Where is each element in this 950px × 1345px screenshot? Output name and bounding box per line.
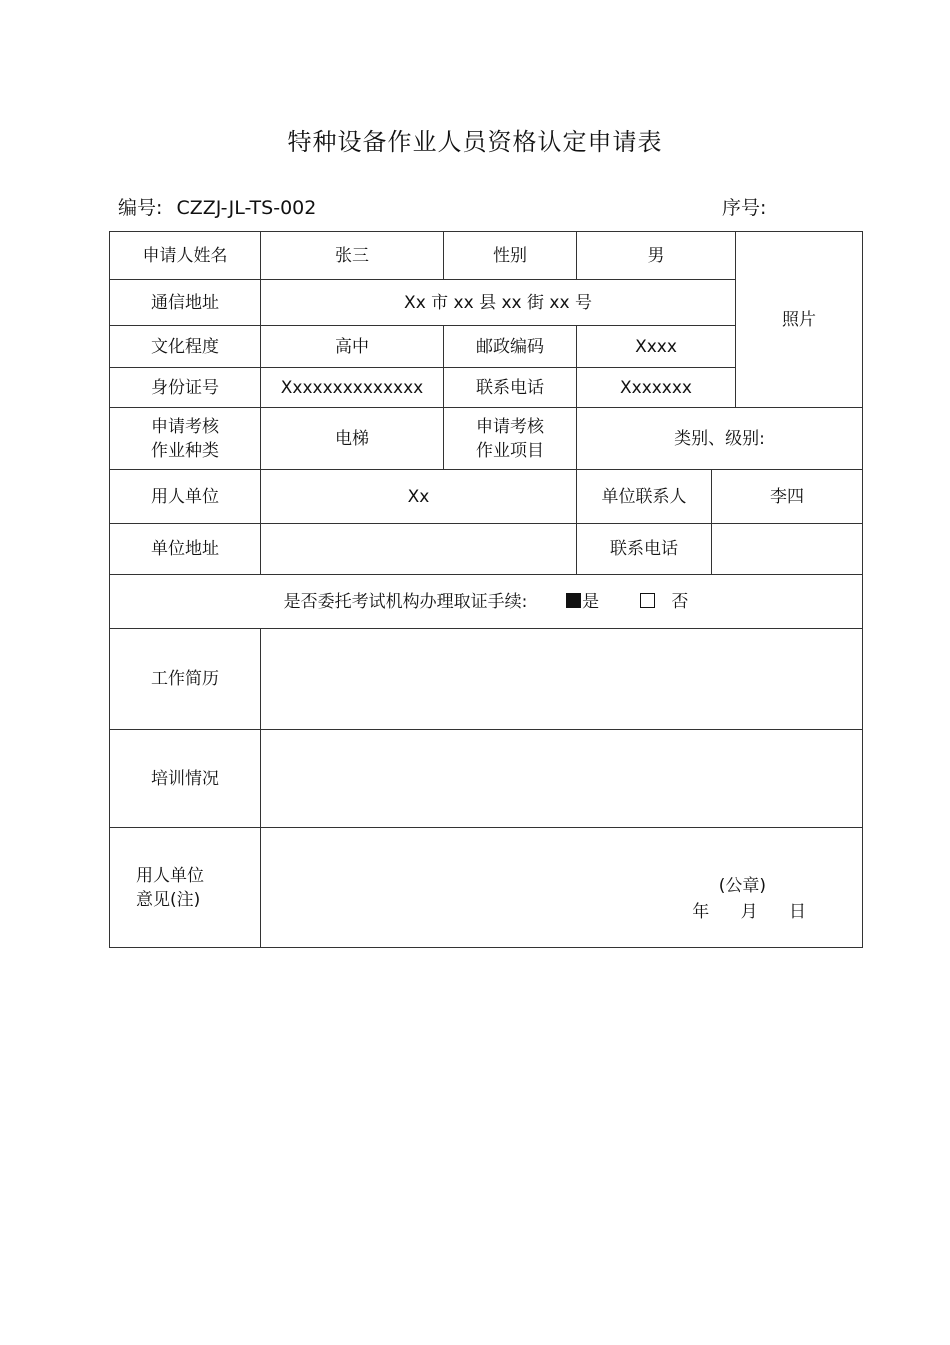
delegate-row <box>110 575 863 629</box>
seal-label: (公章) <box>718 876 766 896</box>
gender-label: 性别 <box>444 232 577 280</box>
training-label: 培训情况 <box>110 730 261 828</box>
work-item-label <box>444 408 577 470</box>
employer-label: 用人单位 <box>110 470 261 524</box>
serial-label: 序号: <box>722 197 767 219</box>
number-field <box>118 193 316 220</box>
number-value: CZZJ-JL-TS-002 <box>176 197 317 219</box>
gender-value: 男 <box>577 232 736 280</box>
address-label: 通信地址 <box>110 280 261 326</box>
employer-phone-value <box>712 524 863 575</box>
employer-opinion-label-line-2: 意见(注) <box>136 889 201 910</box>
work-type-label-line-1: 申请考核 <box>151 416 219 437</box>
employer-value: Xx <box>261 470 577 524</box>
work-type-label-line-2: 作业种类 <box>151 440 219 461</box>
training-value <box>261 730 863 828</box>
document-title: 特种设备作业人员资格认定申请表 <box>287 128 663 156</box>
postcode-label: 邮政编码 <box>444 326 577 368</box>
education-value: 高中 <box>261 326 444 368</box>
employer-address-label: 单位地址 <box>110 524 261 575</box>
id-number-label: 身份证号 <box>110 368 261 408</box>
date-label: 年 月 日 <box>692 902 806 922</box>
delegate-question: 是否委托考试机构办理取证手续: <box>283 591 528 612</box>
work-type-value: 电梯 <box>261 408 444 470</box>
applicant-name-label: 申请人姓名 <box>110 232 261 280</box>
employer-address-value <box>261 524 577 575</box>
delegate-yes-label: 是 <box>582 591 600 612</box>
education-label: 文化程度 <box>110 326 261 368</box>
work-item-label-line-1: 申请考核 <box>476 416 544 437</box>
delegate-yes-checkbox[interactable] <box>566 593 581 608</box>
contact-person-value: 李四 <box>712 470 863 524</box>
delegate-no-label: 否 <box>671 591 689 612</box>
serial-field <box>722 193 766 220</box>
work-type-label <box>110 408 261 470</box>
category-level-field: 类别、级别: <box>577 408 863 470</box>
work-resume-value <box>261 629 863 730</box>
id-number-value: Xxxxxxxxxxxxxx <box>261 368 444 408</box>
contact-person-label: 单位联系人 <box>577 470 712 524</box>
application-form-table <box>109 231 863 948</box>
seal-area <box>261 828 862 947</box>
phone-label: 联系电话 <box>444 368 577 408</box>
employer-phone-label: 联系电话 <box>577 524 712 575</box>
delegate-no-checkbox[interactable] <box>640 593 655 608</box>
employer-opinion-label-line-1: 用人单位 <box>136 865 204 886</box>
employer-opinion-value <box>261 828 863 948</box>
number-label: 编号: <box>118 197 163 219</box>
phone-value: Xxxxxxx <box>577 368 736 408</box>
postcode-value: Xxxx <box>577 326 736 368</box>
work-item-label-line-2: 作业项目 <box>476 440 544 461</box>
photo-box: 照片 <box>736 232 863 408</box>
address-value: Xx 市 xx 县 xx 街 xx 号 <box>261 280 736 326</box>
applicant-name-value: 张三 <box>261 232 444 280</box>
work-resume-label: 工作简历 <box>110 629 261 730</box>
employer-opinion-label <box>110 828 261 948</box>
